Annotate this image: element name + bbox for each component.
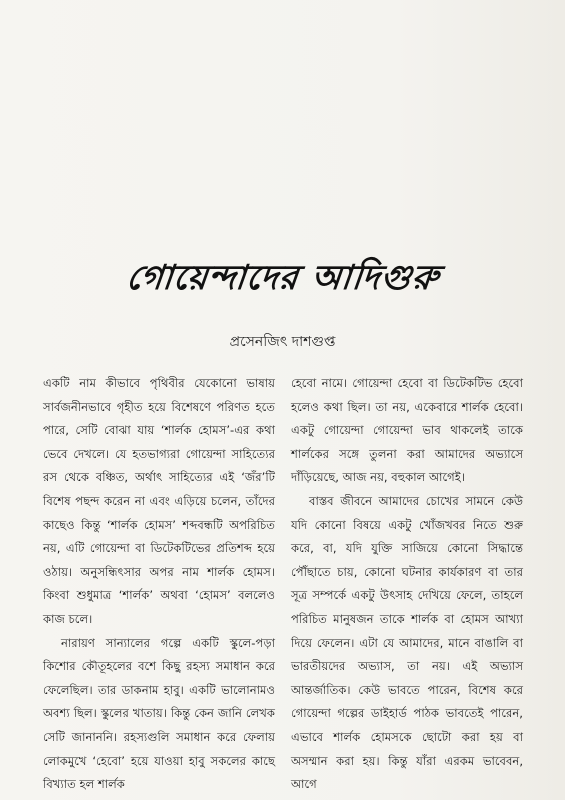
paragraph: নারায়ণ সান্যালের গল্পে একটি স্কুলে-পড়া কিশোর কৌতূহলের বশে কিছু রহস্য সমাধান করে ফেলেছিল। তার ডাকনাম হাবু। একটি ভালোনামও অবশ্য ছিল। স্কুলের খাতায়। কিন্তু কেন জানি লেখক সেটি জানাননি। রহস্যগুলি সমাধান করে ফেলায় লোকমুখে ‘হেবো’ হয়ে যাওয়া হাবু সকলের কাছে বিখ্যাত হল শার্লক — [43, 635, 275, 792]
article-title: গোয়েন্দাদের আদিগুরু — [124, 258, 442, 298]
paragraph: বাস্তব জীবনে আমাদের চোখের সামনে কেউ যদি কোনো বিষয়ে একটু খোঁজখবর নিতে শুরু করে, বা, যদি যুক্তি সাজিয়ে কোনো সিদ্ধান্তে পৌঁছাতে চায়, কোনো ঘটনার কার্যকারণ বা তার সূত্র সম্পর্কে একটু উৎসাহ দেখিয়ে ফেলে, তাহলে পরিচিত মানুষজন তাকে শার্লক বা হোমস আখ্যা দিয়ে ফেলেন। এটা যে আমাদের, মানে বাঙালি বা ভারতীয়দের অভ্যাস, তা নয়। এই অভ্যাস আন্তর্জাতিক। কেউ ভাবতে পারেন, বিশেষ করে গোয়েন্দা গল্পের ডাইহার্ড পাঠক ভাবতেই পারেন, এভাবে শার্লক হোমসকে ছোটো করা হয় বা অসম্মান করা হয়। কিন্তু যাঁরা এরকম ভাবেবন, আগে — [291, 493, 523, 792]
right-column — [291, 372, 523, 797]
paragraph: হেবো নামে। গোয়েন্দা হেবো বা ডিটেকটিভ হেবো হলেও কথা ছিল। তা নয়, একেবারে শার্লক হেবো। একটু গোয়েন্দা গোয়েন্দা ভাব থাকলেই তাকে শার্লকের সঙ্গে তুলনা করা আমাদের অভ্যাসে দাঁড়িয়েছে, আজ নয়, বহুকাল আগেই। — [291, 376, 523, 485]
paragraph: একটি নাম কীভাবে পৃথিবীর যেকোনো ভাষায় সার্বজনীনভাবে গৃহীত হয়ে বিশেষণে পরিণত হতে পারে, সেটি বোঝা যায় ‘শার্লক হোমস’-এর কথা ভেবে দেখলে। যে হতভাগ্যরা গোয়েন্দা সাহিত্যের রস থেকে বঞ্চিত, অর্থাৎ সাহিত্যের এই ‘জঁর’টি বিশেষ পছন্দ করেন না এবং এড়িয়ে চলেন, তাঁদের কাছেও কিন্তু ‘শার্লক হোমস’ শব্দবন্ধটি অপরিচিত নয়, এটি গোয়েন্দা বা ডিটেকটিভের প্রতিশব্দ হয়ে ওঠায়। অনুসন্ধিৎসার অপর নাম শার্লক হোমস। কিংবা শুধুমাত্র ‘শার্লক’ অথবা ‘হোমস’ বললেও কাজ চলে। — [43, 376, 275, 626]
left-column — [43, 372, 275, 797]
article-author: প্রসেনজিৎ দাশগুপ্ত — [229, 334, 336, 350]
